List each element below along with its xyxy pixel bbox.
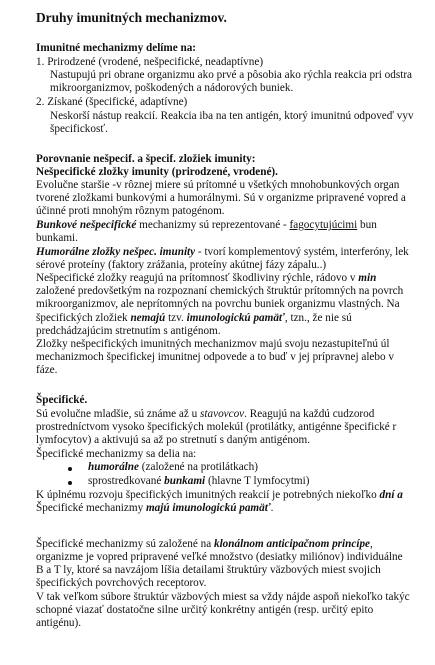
compare-para-4-line-5: predchádzajúcim stretnutím s antigénom. (36, 325, 221, 337)
bullet-item-humoral: humorálne (založené na protilátkach) (88, 461, 258, 473)
compare-para-1-line-1: Evolučne staršie -v rôznej miere sú prítomné u všetkých mnohobunkových organ (36, 179, 400, 191)
compare-para-4-line-1: Nešpecifické zložky reagujú na prítomnosť škodliviny rýchle, rádovo v min (36, 272, 377, 284)
specific-para-5-line-2: schopné viazať dostatočne silne určitý konkrétny antigén (resp. určitý epito (36, 604, 374, 616)
compare-para-1-line-2: tvorené zložkami bunkovými a humorálnymi. Sú v organizme pripravené vopred a (36, 192, 406, 204)
immunological-memory-term: imunologickú pamäť (186, 312, 285, 324)
specific-para-4-line-4: špecifických povrchových receptorov. (36, 577, 207, 589)
specific-para-1-line-3: lymfocytov) a aktivujú sa až po stretnutí s daným antigénom. (36, 434, 311, 446)
compare-para-5-line-3: fáze. (36, 364, 58, 376)
intro-item-2-text-2: špecifickosť. (50, 123, 108, 135)
compare-para-1-line-3: účinné proti mnohým rôznym patogénom. (36, 205, 225, 217)
clonal-principle-term: klonálnom anticipačnom princípe (213, 538, 371, 550)
compare-para-3-line-1: Humorálne zložky nešpec. imunity - tvorí komplementový systém, interferóny, lek (36, 246, 409, 258)
compare-para-4-line-4: špecifických zložiek nemajú tzv. imunologickú pamäť, tzn., že nie sú (36, 312, 352, 324)
humoral-term: Humorálne zložky nešpec. imunity (36, 246, 196, 258)
compare-para-2-line-2: bunkami. (36, 232, 78, 244)
specific-para-1-line-1: Sú evolučne mladšie, sú známe až u stavovcov. Reagujú na každú cudzorod (36, 408, 375, 420)
specific-para-3-line-2: Špecifické mechanizmy majú imunologickú pamäť. (36, 502, 274, 514)
intro-item-1-text-2: mikroorganizmov, poškodených a nádorových buniek. (50, 82, 294, 94)
specific-heading: Špecifické. (36, 394, 88, 406)
doc-title: Druhy imunitných mechanizmov. (36, 10, 227, 25)
intro-item-1-text-1: Nastupujú pri obrane organizmu ako prvé a pôsobia ako rýchla reakcia pri odstra (50, 69, 413, 81)
specific-para-5-line-3: antigénu). (36, 617, 82, 629)
intro-item-2-text-1: Neskorší nástup reakcií. Reakcia iba na ten antigén, ktorý imunitnú odpoveď vyv (50, 110, 414, 122)
compare-para-4-line-2: založené predovšetkým na rozpoznaní chemických štruktúr prítomných na povrch (36, 285, 404, 297)
specific-para-4-line-3: B a T ly, ktoré sa navzájom líšia detailami štruktúry väzbových miest svojich (36, 564, 381, 576)
compare-para-3-line-2: sérové proteíny (faktory zrážania, proteíny akútnej fázy zápalu..) (36, 259, 327, 271)
intro-item-2: 2. Získané (špecifické, adaptívne) (36, 96, 188, 108)
compare-para-4-line-3: mikroorganizmov, ale neprítomných na povrchu buniek organizmu vlastných. Na (36, 298, 400, 310)
compare-para-5-line-2: mechanizmoch špecifickej imunitnej odpovede a to buď v jej prípravnej alebo v (36, 351, 394, 363)
specific-para-1-line-2: prostredníctvom vysoko špecifických molekúl (protilátky, antigénne špecifické r (36, 421, 397, 433)
bullet-item-cellular: sprostredkované bunkami (hlavne T lymfocytmi) (88, 475, 310, 487)
specific-para-4-line-1: Špecifické mechanizmy sú založené na klonálnom anticipačnom princípe, (36, 538, 373, 550)
compare-para-2-line-1: Bunkové nešpecifické mechanizmy sú reprezentované - fagocytujúcimi bun (36, 219, 377, 231)
specific-para-3-line-1: K úplnému rozvoju špecifických imunitných reakcií je potrebných niekoľko dní a (36, 489, 403, 501)
bullet-dot (68, 467, 72, 471)
phagocytic-term: fagocytujúcimi (289, 219, 358, 231)
compare-heading: Porovnanie nešpecif. a špecif. zložiek imunity: (36, 153, 256, 165)
specific-para-2: Špecifické mechanizmy sa delia na: (36, 448, 197, 460)
intro-item-1: 1. Prirodzené (vrodené, nešpecifické, neadaptívne) (36, 56, 264, 68)
specific-para-5-line-1: V tak veľkom súbore štruktúr väzbových miest sa vždy nájde aspoň niekoľko takýc (36, 591, 410, 603)
cellular-term: Bunkové nešpecifické (36, 219, 137, 231)
compare-subheading: Nešpecifické zložky imunity (prirodzené, vrodené). (36, 166, 278, 178)
bullet-dot (68, 481, 72, 485)
compare-para-5-line-1: Zložky nešpecifických imunitných mechanizmov majú svoju nezastupiteľnú úl (36, 338, 390, 350)
specific-para-4-line-2: organizme je vopred pripravené veľké množstvo (desiatky miliónov) individuálne (36, 551, 403, 563)
intro-heading: Imunitné mechanizmy delíme na: (36, 42, 197, 54)
